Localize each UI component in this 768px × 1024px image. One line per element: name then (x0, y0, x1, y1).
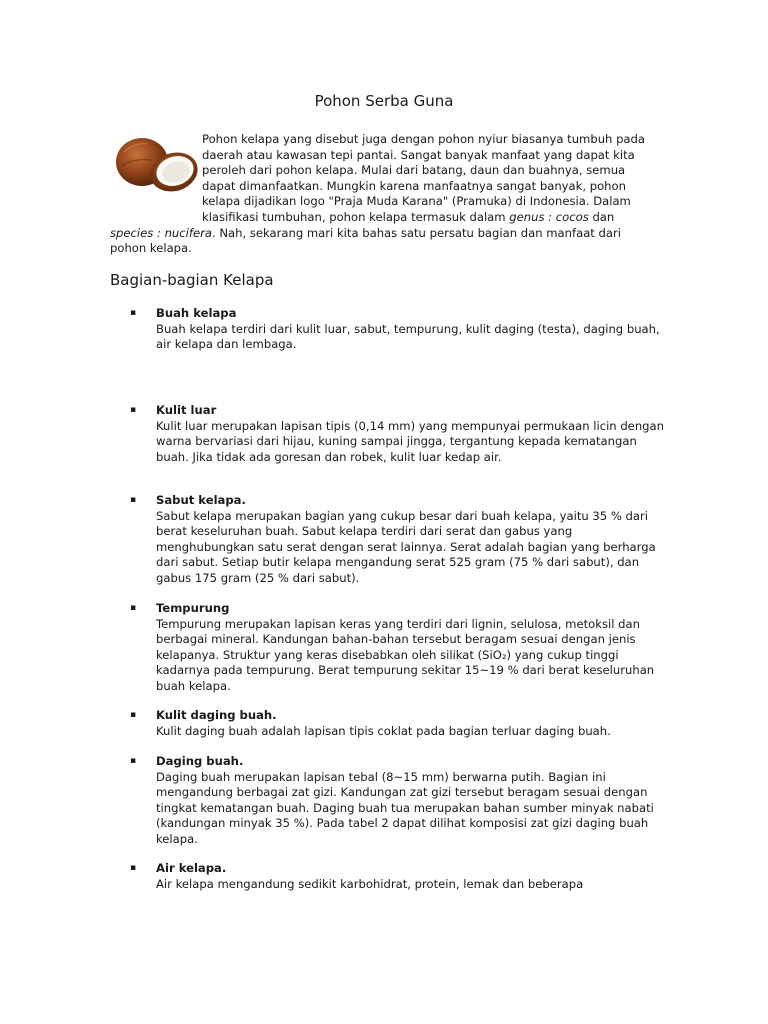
bullet-icon: ▪ (130, 405, 137, 415)
item-description: Kulit luar merupakan lapisan tipis (0,14 mm) yang mempunyai permukaan licin dengan warna bervariasi dari hijau, kuning sampai jingga, tergantung kepada kematangan buah. Jika tidak ada goresan dan robek, kulit luar kedap air. (156, 418, 664, 464)
genus-text: genus : cocos (509, 209, 589, 224)
bullet-icon: ▪ (130, 495, 137, 505)
list-item (110, 306, 670, 353)
item-description: Buah kelapa terdiri dari kulit luar, sabut, tempurung, kulit daging (testa), daging buah, air kelapa dan lembaga. (156, 321, 660, 352)
bullet-icon: ▪ (130, 863, 137, 873)
intro-text-part2: . Nah, sekarang mari kita bahas satu persatu bagian dan manfaat dari pohon kelapa. (110, 225, 621, 256)
bullet-icon: ▪ (130, 308, 137, 318)
list-item (110, 403, 670, 465)
item-title: Sabut kelapa. (156, 493, 246, 507)
item-description: Daging buah merupakan lapisan tebal (8~15 mm) berwarna putih. Bagian ini mengandung berbagai zat gizi. Kandungan zat gizi tersebut beragam sesuai dengan tingkat kematangan buah. Daging buah tua merupakan bahan sumber minyak nabati (kandungan minyak 35 %). Pada tabel 2 dapat dilihat komposisi zat gizi daging buah kelapa. (156, 769, 654, 846)
item-description: Kulit daging buah adalah lapisan tipis coklat pada bagian terluar daging buah. (156, 723, 611, 738)
intro-text-part1: Pohon kelapa yang disebut juga dengan pohon nyiur biasanya tumbuh pada daerah atau kawasan tepi pantai. Sangat banyak manfaat yang dapat kita peroleh dari pohon kelapa. Mulai dari batang, daun dan buahnya, semua dapat dimanfaatkan. Mungkin karena manfaatnya sangat banyak, pohon kelapa dijadikan logo "Praja Muda Karana" (Pramuka) di Indonesia. Dalam klasifikasi tumbuhan, pohon kelapa termasuk dalam (202, 132, 646, 224)
list-item (110, 754, 670, 848)
bullet-icon: ▪ (130, 756, 137, 766)
connector-text: dan (592, 209, 615, 224)
item-description: Air kelapa mengandung sedikit karbohidrat, protein, lemak dan beberapa (156, 876, 584, 891)
list-item (110, 861, 583, 892)
bullet-icon: ▪ (130, 603, 137, 613)
list-item (110, 601, 670, 695)
item-title: Daging buah. (156, 754, 244, 768)
section-heading: Bagian-bagian Kelapa (110, 271, 274, 289)
list-item (110, 493, 670, 587)
species-text: species : nucifera (110, 225, 212, 240)
list-item (110, 708, 611, 739)
item-title: Air kelapa. (156, 861, 227, 875)
item-title: Kulit luar (156, 403, 217, 417)
item-title: Buah kelapa (156, 306, 237, 320)
page-title: Pohon Serba Guna (314, 92, 454, 110)
item-description: Sabut kelapa merupakan bagian yang cukup besar dari buah kelapa, yaitu 35 % dari berat keseluruhan buah. Sabut kelapa terdiri dari serat dan gabus yang menghubungkan satu serat dengan serat lainnya. Serat adalah bagian yang berharga dari sabut. Setiap butir kelapa mengandung serat 525 gram (75 % dari sabut), dan gabus 175 gram (25 % dari sabut). (156, 508, 656, 585)
intro-paragraph (110, 132, 660, 257)
item-description: Tempurung merupakan lapisan keras yang terdiri dari lignin, selulosa, metoksil dan berbagai mineral. Kandungan bahan-bahan tersebut beragam sesuai dengan jenis kelapanya. Struktur yang keras disebabkan oleh silikat (SiO₂) yang cukup tinggi kadarnya pada tempurung. Berat tempurung sekitar 15~19 % dari berat keseluruhan buah kelapa. (156, 616, 655, 693)
item-title: Kulit daging buah. (156, 708, 277, 722)
bullet-icon: ▪ (130, 710, 137, 720)
item-title: Tempurung (156, 601, 230, 615)
